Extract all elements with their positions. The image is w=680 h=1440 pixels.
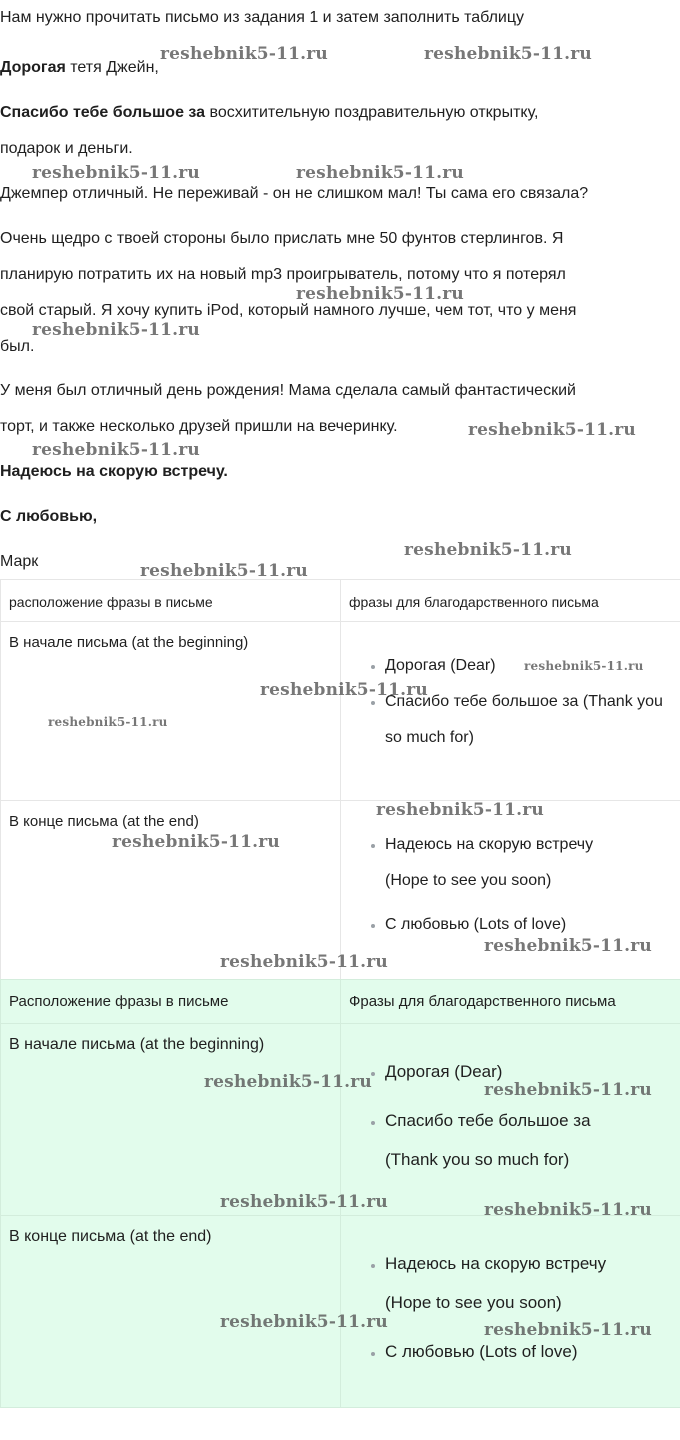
header-position: Расположение фразы в письме — [1, 980, 341, 1024]
letter-money-4: был. — [0, 338, 35, 355]
watermark: reshebnik5-11.ru — [296, 163, 464, 183]
watermark: reshebnik5-11.ru — [524, 659, 644, 673]
list-item: • Надеюсь на скорую встречу (Hope to see you soon) — [385, 1244, 655, 1322]
letter-money-1: Очень щедро с твоей стороны было прислать мне 50 фунтов стерлингов. Я — [0, 230, 564, 247]
phrases-cell — [341, 1024, 680, 1216]
table-row — [1, 1216, 680, 1408]
letter-love: С любовью, — [0, 508, 98, 525]
watermark: reshebnik5-11.ru — [32, 320, 200, 340]
thanks-rest: восхитительную поздравительную открытку, — [205, 104, 539, 121]
intro-text: Нам нужно прочитать письмо из задания 1 и затем заполнить таблицу — [0, 9, 525, 26]
header-phrases: Фразы для благодарственного письма — [341, 980, 680, 1024]
phrase-list — [341, 648, 680, 756]
watermark: reshebnik5-11.ru — [220, 952, 388, 972]
watermark: reshebnik5-11.ru — [204, 1072, 372, 1092]
greeting-bold: Дорогая — [0, 59, 66, 76]
position-cell: В конце письма (at the end) — [1, 801, 341, 980]
watermark: reshebnik5-11.ru — [484, 1200, 652, 1220]
watermark: reshebnik5-11.ru — [112, 832, 280, 852]
answer-table — [0, 979, 680, 1408]
phrase-list — [341, 827, 680, 943]
thanks-bold: Спасибо тебе большое за — [0, 104, 206, 121]
greeting-rest: тетя Джейн, — [65, 59, 159, 76]
table-row — [1, 801, 680, 980]
phrases-cell — [341, 622, 680, 801]
watermark: reshebnik5-11.ru — [376, 800, 544, 820]
watermark: reshebnik5-11.ru — [48, 715, 168, 729]
position-cell: В начале письма (at the beginning) — [1, 622, 341, 801]
watermark: reshebnik5-11.ru — [220, 1312, 388, 1332]
position-cell: В начале письма (at the beginning) — [1, 1024, 341, 1216]
phrases-table — [0, 579, 680, 980]
list-item: • Дорогая (Dear) — [385, 648, 680, 684]
letter-money-2: планирую потратить их на новый mp3 проигрыватель, потому что я потерял — [0, 266, 566, 283]
phrases-cell — [341, 1216, 680, 1408]
watermark: reshebnik5-11.ru — [484, 936, 652, 956]
watermark: reshebnik5-11.ru — [424, 44, 592, 64]
table-row — [1, 622, 680, 801]
table-header-row — [1, 980, 680, 1024]
watermark: reshebnik5-11.ru — [32, 440, 200, 460]
letter-thanks — [0, 95, 538, 131]
watermark: reshebnik5-11.ru — [468, 420, 636, 440]
watermark: reshebnik5-11.ru — [296, 284, 464, 304]
letter-birthday-2: торт, и также несколько друзей пришли на вечеринку. — [0, 418, 398, 435]
header-phrases: фразы для благодарственного письма — [341, 580, 680, 622]
watermark: reshebnik5-11.ru — [404, 540, 572, 560]
watermark: reshebnik5-11.ru — [220, 1192, 388, 1212]
letter-jumper: Джемпер отличный. Не переживай - он не слишком мал! Ты сама его связала? — [0, 185, 589, 202]
phrase-list — [341, 1052, 680, 1179]
table-row — [1, 1024, 680, 1216]
letter-money-3: свой старый. Я хочу купить iPod, который намного лучше, чем тот, что у меня — [0, 302, 577, 319]
list-item: • С любовью (Lots of love) — [385, 907, 680, 943]
list-item: • Спасибо тебе большое за (Thank you so much for) — [385, 684, 665, 756]
letter-greeting — [0, 50, 159, 86]
list-item: • С любовью (Lots of love) — [385, 1332, 680, 1371]
letter-thanks-cont: подарок и деньги. — [0, 140, 133, 157]
list-item: • Дорогая (Dear) — [385, 1052, 680, 1091]
phrases-cell — [341, 801, 680, 980]
watermark: reshebnik5-11.ru — [32, 163, 200, 183]
watermark: reshebnik5-11.ru — [160, 44, 328, 64]
letter-hope: Надеюсь на скорую встречу. — [0, 463, 228, 480]
watermark: reshebnik5-11.ru — [484, 1320, 652, 1340]
table-header-row — [1, 580, 680, 622]
list-item: • Надеюсь на скорую встречу (Hope to see you soon) — [385, 827, 635, 899]
letter-signature: Марк — [0, 553, 39, 570]
watermark: reshebnik5-11.ru — [140, 561, 308, 581]
position-cell: В конце письма (at the end) — [1, 1216, 341, 1408]
header-position: расположение фразы в письме — [1, 580, 341, 622]
phrase-list — [341, 1244, 680, 1371]
watermark: reshebnik5-11.ru — [484, 1080, 652, 1100]
letter-birthday-1: У меня был отличный день рождения! Мама сделала самый фантастический — [0, 382, 576, 399]
watermark: reshebnik5-11.ru — [260, 680, 428, 700]
list-item: • Спасибо тебе большое за (Thank you so much for) — [385, 1101, 635, 1179]
